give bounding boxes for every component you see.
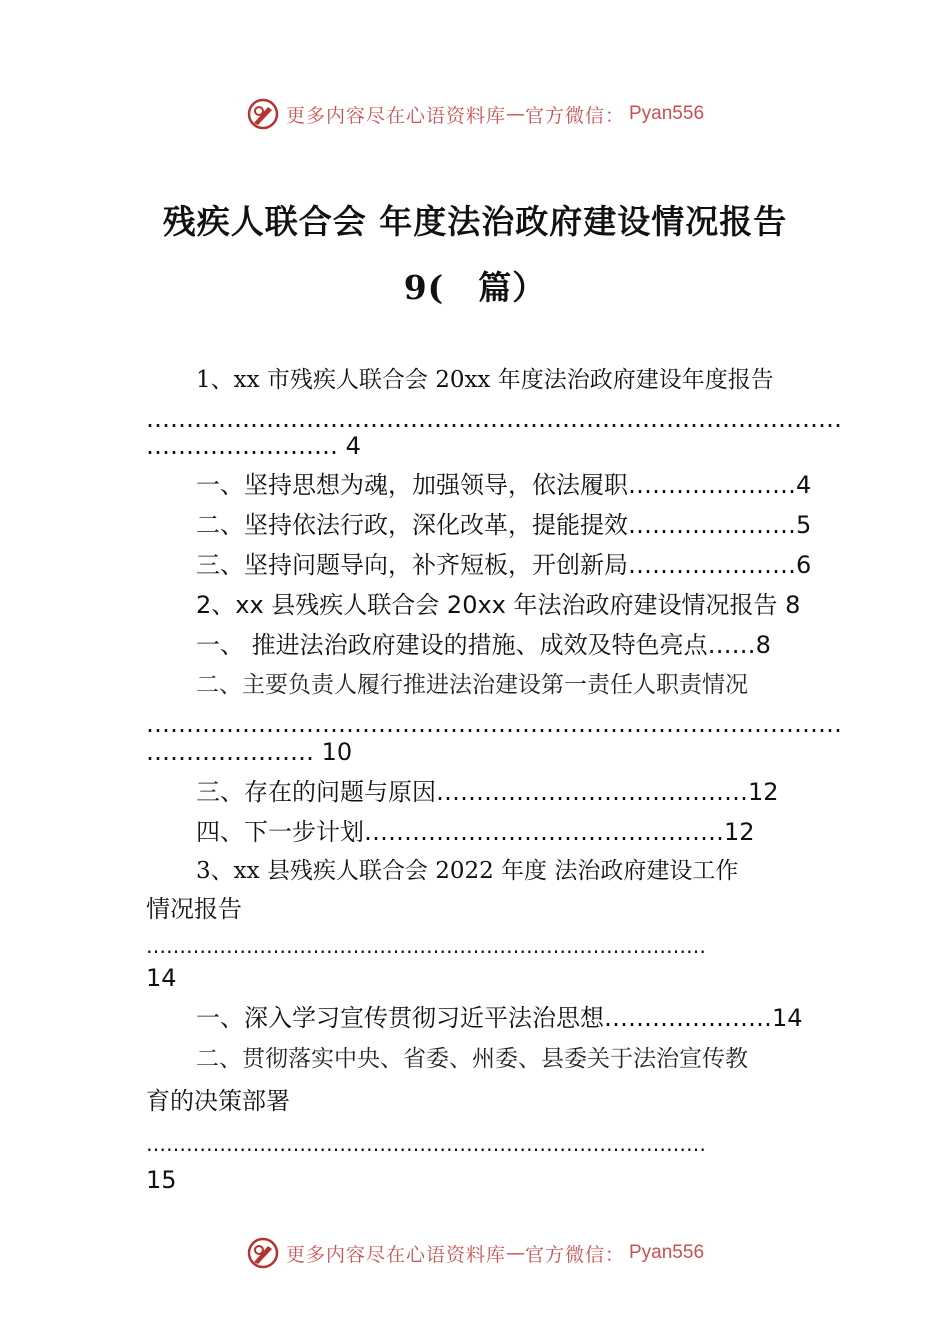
toc-entry-2-4: 四、下一步计划………………………………………12: [196, 818, 755, 846]
toc-entry-1-page: 4: [345, 432, 361, 460]
pen-logo-icon: [246, 97, 280, 131]
toc-entry-1-leader: …………………… 4: [146, 432, 361, 460]
document-title-count: 9( 篇）: [403, 268, 547, 307]
toc-entry-3-2: 二、贯彻落实中央、省委、州委、县委关于法治宣传教: [196, 1046, 748, 1072]
watermark-wechat-label: 官方微信：: [524, 104, 625, 127]
watermark-brand: 更多内容尽在心语资料库: [285, 1243, 506, 1266]
watermark-account: Pyan556: [629, 103, 705, 124]
document-title: 残疾人联合会 年度法治政府建设情况报告: [162, 202, 788, 241]
toc-leader-dots: ……………………………………………………………………………: [146, 405, 842, 433]
toc-entry-3-2-page: 15: [146, 1166, 177, 1194]
toc-entry-3-2-cont: 育的决策部署: [146, 1087, 290, 1115]
toc-entry-2-2-leader: ………………… 10: [146, 738, 353, 766]
pen-logo-icon: [246, 1236, 280, 1270]
watermark-header: [0, 94, 950, 134]
watermark-account: Pyan556: [629, 1242, 705, 1263]
toc-entry-1-1: 一、坚持思想为魂，加强领导，依法履职…………………4: [196, 471, 812, 499]
toc-entry-1-3: 三、坚持问题导向，补齐短板，开创新局…………………6: [196, 551, 812, 579]
toc-leader-dots: …………………………………………………………………………: [146, 934, 706, 958]
toc-entry-3-title-cont: 情况报告: [146, 895, 242, 923]
toc-entry-2-2: 二、主要负责人履行推进法治建设第一责任人职责情况: [196, 672, 748, 698]
watermark-separator: —: [505, 1242, 525, 1264]
watermark-brand: 更多内容尽在心语资料库: [285, 104, 506, 127]
toc-entry-3-1: 一、深入学习宣传贯彻习近平法治思想…………………14: [196, 1004, 803, 1032]
toc-entry-2-title: 2、xx 县残疾人联合会 20xx 年法治政府建设情况报告 8: [196, 591, 801, 619]
toc-entry-2-3: 三、存在的问题与原因…………………………………12: [196, 778, 779, 806]
toc-entry-3-title: 3、xx 县残疾人联合会 2022 年度 法治政府建设工作: [196, 858, 739, 884]
toc-entry-2-2-page: 10: [321, 738, 353, 766]
toc-leader-dots: …………………………………………………………………………: [146, 1132, 706, 1156]
toc-entry-2-1: 一、 推进法治政府建设的措施、成效及特色亮点……8: [196, 631, 771, 659]
watermark-footer: [0, 1233, 950, 1273]
watermark-separator: —: [505, 103, 525, 125]
toc-entry-1-title: 1、xx 市残疾人联合会 20xx 年度法治政府建设年度报告: [196, 367, 774, 393]
toc-leader-dots: ……………………………………………………………………………: [146, 710, 842, 738]
toc-entry-3-page: 14: [146, 964, 177, 992]
toc-entry-1-2: 二、坚持依法行政，深化改革，提能提效…………………5: [196, 511, 812, 539]
watermark-wechat-label: 官方微信：: [524, 1243, 625, 1266]
